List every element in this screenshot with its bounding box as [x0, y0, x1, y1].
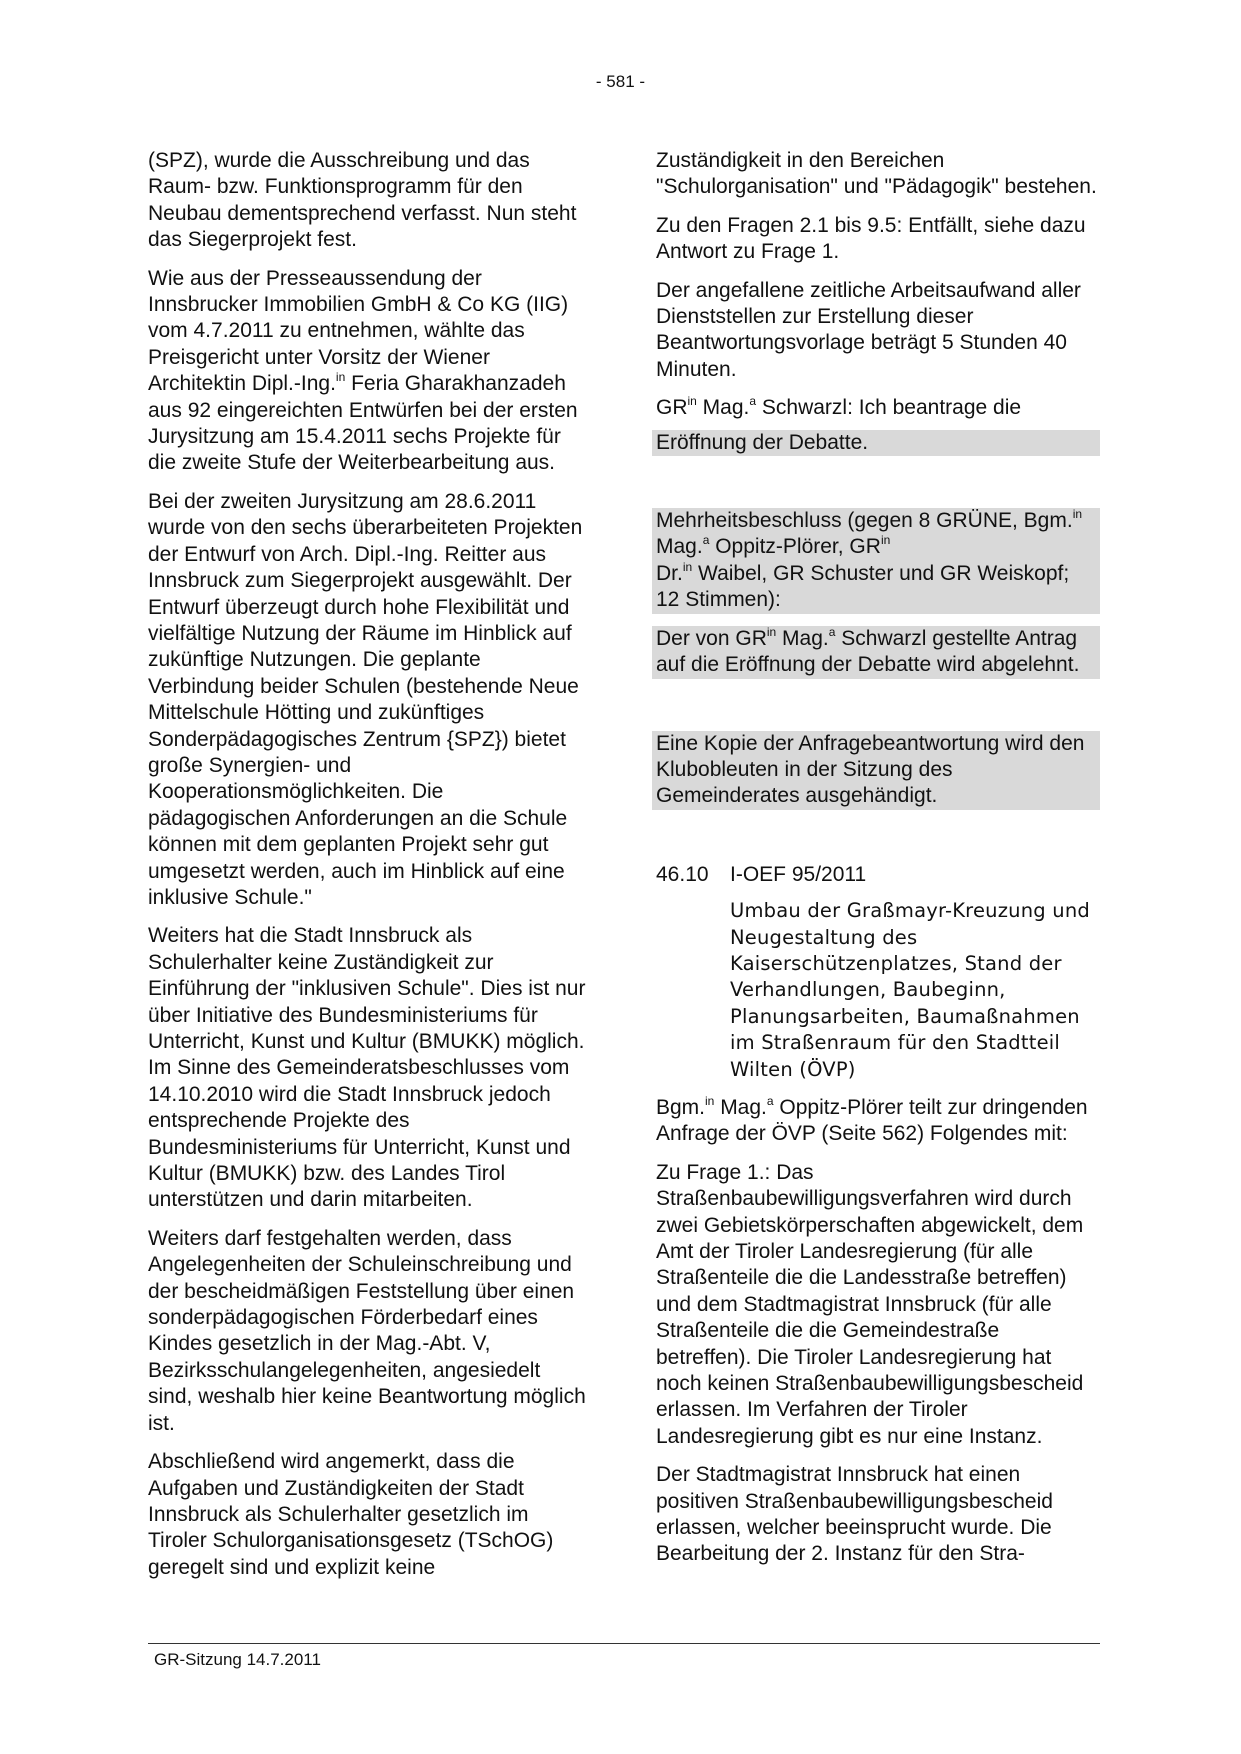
motion-shaded: Eröffnung der Debatte.: [652, 430, 1100, 456]
text-run: Wie aus der Presseaussendung der Innsbrucker Immobilien GmbH & Co KG (IIG) vom 4.7.2011 zu entnehmen, wählte das Preisgericht unter Vorsitz der Wiener Architektin Dipl.-Ing.: [148, 266, 569, 396]
text-run: Mag.: [776, 626, 829, 650]
agenda-item-reference: I-OEF 95/2011: [730, 862, 867, 886]
superscript: in: [335, 370, 346, 385]
text-run: Bgm.: [656, 1095, 706, 1119]
paragraph: [148, 266, 588, 477]
agenda-item-number: 46.10: [656, 862, 709, 886]
text-run: Mehrheitsbeschluss (gegen 8 GRÜNE, Bgm.: [656, 509, 1073, 533]
left-column: [148, 148, 588, 1593]
agenda-item-heading: [656, 862, 1100, 888]
superscript: a: [766, 1093, 774, 1108]
text-run: Mag.: [696, 396, 750, 420]
superscript: in: [766, 624, 777, 639]
paragraph: Der Stadtmagistrat Innsbruck hat einen positiven Straßenbaubewilligungsbescheid erlassen, welcher beeinsprucht wurde. Die Bearbeitung der 2. Instanz für den Stra-: [656, 1463, 1053, 1566]
paragraph: Zu Frage 1.: Das Straßenbaubewilligungsverfahren wird durch zwei Gebietskörperschaften abgewickelt, dem Amt der Tiroler Landesregierung (für alle Straßenteile die die Landesstraße betreffen) und dem Stadtmagistrat Innsbruck (für alle Straßenteile die die Gemeindestraße betreffen). Die Tiroler Landesregierung hat noch keinen Straßenbaubewilligungsbescheid erlassen. Im Verfahren der Tiroler Landesregierung gibt es nur eine Instanz.: [656, 1160, 1084, 1448]
agenda-item-title: Umbau der Graßmayr-Kreuzung und Neugestaltung des Kaiserschützenplatzes, Stand der Verhandlungen, Baubeginn, Planungsarbeiten, Baumaßnahmen im Straßenraum für den Stadtteil Wilten (ÖVP): [730, 899, 1090, 1081]
text-run: Mag.: [656, 535, 703, 559]
paragraph: [656, 1095, 1100, 1148]
paragraph: Weiters darf festgehalten werden, dass Angelegenheiten der Schuleinschreibung und der bescheidmäßigen Feststellung über einen sonderpädagogischen Förderbedarf eines Kindes gesetzlich in der Mag.-Abt. V, Bezirksschulangelegenheiten, angesiedelt sind, weshalb hier keine Beantwortung möglich ist.: [148, 1226, 586, 1435]
spacer: [656, 691, 1100, 731]
text-run: Mag.: [714, 1095, 767, 1119]
spacer: [656, 822, 1100, 862]
superscript: in: [687, 394, 697, 409]
superscript: a: [749, 394, 757, 409]
paragraph: Zu den Fragen 2.1 bis 9.5: Entfällt, siehe dazu Antwort zu Frage 1.: [656, 213, 1086, 264]
text-run: Der von GR: [656, 626, 767, 650]
decision-text: [652, 626, 1100, 679]
vote-result: [652, 508, 1100, 614]
footer-divider: [148, 1643, 1100, 1644]
spacer: [656, 468, 1100, 508]
copy-note: Eine Kopie der Anfragebeantwortung wird den Klubobleuten in der Sitzung des Gemeinderates ausgehändigt.: [652, 731, 1100, 810]
paragraph: Weiters hat die Stadt Innsbruck als Schulerhalter keine Zuständigkeit zur Einführung der "inklusiven Schule". Dies ist nur über Initiative des Bundesministeriums für Unterricht, Kunst und Kultur (BMUKK) möglich. Im Sinne des Gemeinderatsbeschlusses vom 14.10.2010 wird die Stadt Innsbruck jedoch entsprechende Projekte des Bundesministeriums für Unterricht, Kunst und Kultur (BMUKK) bzw. des Landes Tirol unterstützen und darin mitarbeiten.: [148, 924, 586, 1212]
text-run: GR: [656, 396, 688, 420]
superscript: in: [1072, 507, 1083, 522]
superscript: in: [880, 533, 891, 548]
text-run: Waibel, GR Schuster und GR Weiskopf; 12 Stimmen):: [656, 561, 1070, 612]
text-run: Schwarzl gestellte Antrag auf die Eröffnung der Debatte wird abgelehnt.: [656, 626, 1080, 677]
text-run: Dr.: [656, 561, 683, 585]
right-column: [656, 148, 1100, 1580]
paragraph: Der angefallene zeitliche Arbeitsaufwand aller Dienststellen zur Erstellung dieser Beantwortungsvorlage beträgt 5 Stunden 40 Minuten.: [656, 278, 1081, 381]
superscript: a: [828, 624, 836, 639]
superscript: in: [682, 559, 693, 574]
superscript: a: [702, 533, 710, 548]
text-run: Feria Gharakhanzadeh aus 92 eingereichten Entwürfen bei der ersten Jurysitzung am 15.4.2011 sechs Projekte für die zweite Stufe der Weiterbearbeitung aus.: [148, 372, 578, 475]
paragraph: Bei der zweiten Jurysitzung am 28.6.2011 wurde von den sechs überarbeiteten Projekten der Entwurf von Arch. Dipl.-Ing. Reitter aus Innsbruck zum Siegerprojekt ausgewählt. Der Entwurf überzeugt durch hohe Flexibilität und vielfältige Nutzung der Räume im Hinblick auf zukünftige Nutzungen. Die geplante Verbindung beider Schulen (bestehende Neue Mittelschule Hötting und zukünftiges Sonderpädagogisches Zentrum {SPZ}) bietet große Synergien- und Kooperationsmöglichkeiten. Die pädagogischen Anforderungen an die Schule können mit dem geplanten Projekt sehr gut umgesetzt werden, auch im Hinblick auf eine inklusive Schule.": [148, 489, 583, 909]
paragraph: Abschließend wird angemerkt, dass die Aufgaben und Zuständigkeiten der Stadt Innsbruck als Schulerhalter gesetzlich im Tiroler Schulorganisationsgesetz (TSchOG) geregelt sind und explizit keine: [148, 1450, 554, 1579]
motion-line: [656, 395, 1100, 421]
footer: GR-Sitzung 14.7.2011: [154, 1650, 321, 1669]
text-run: Schwarzl: Ich beantrage die: [756, 396, 1022, 420]
text-run: Oppitz-Plörer, GR: [709, 535, 881, 559]
paragraph: Zuständigkeit in den Bereichen "Schulorganisation" und "Pädagogik" bestehen.: [656, 149, 1097, 199]
superscript: in: [705, 1093, 715, 1108]
paragraph: (SPZ), wurde die Ausschreibung und das Raum- bzw. Funktionsprogramm für den Neubau dementsprechend verfasst. Nun steht das Siegerprojekt fest.: [148, 149, 577, 252]
page-number: - 581 -: [595, 72, 646, 91]
text-run: Oppitz-Plörer teilt zur dringenden Anfrage der ÖVP (Seite 562) Folgendes mit:: [656, 1095, 1088, 1146]
